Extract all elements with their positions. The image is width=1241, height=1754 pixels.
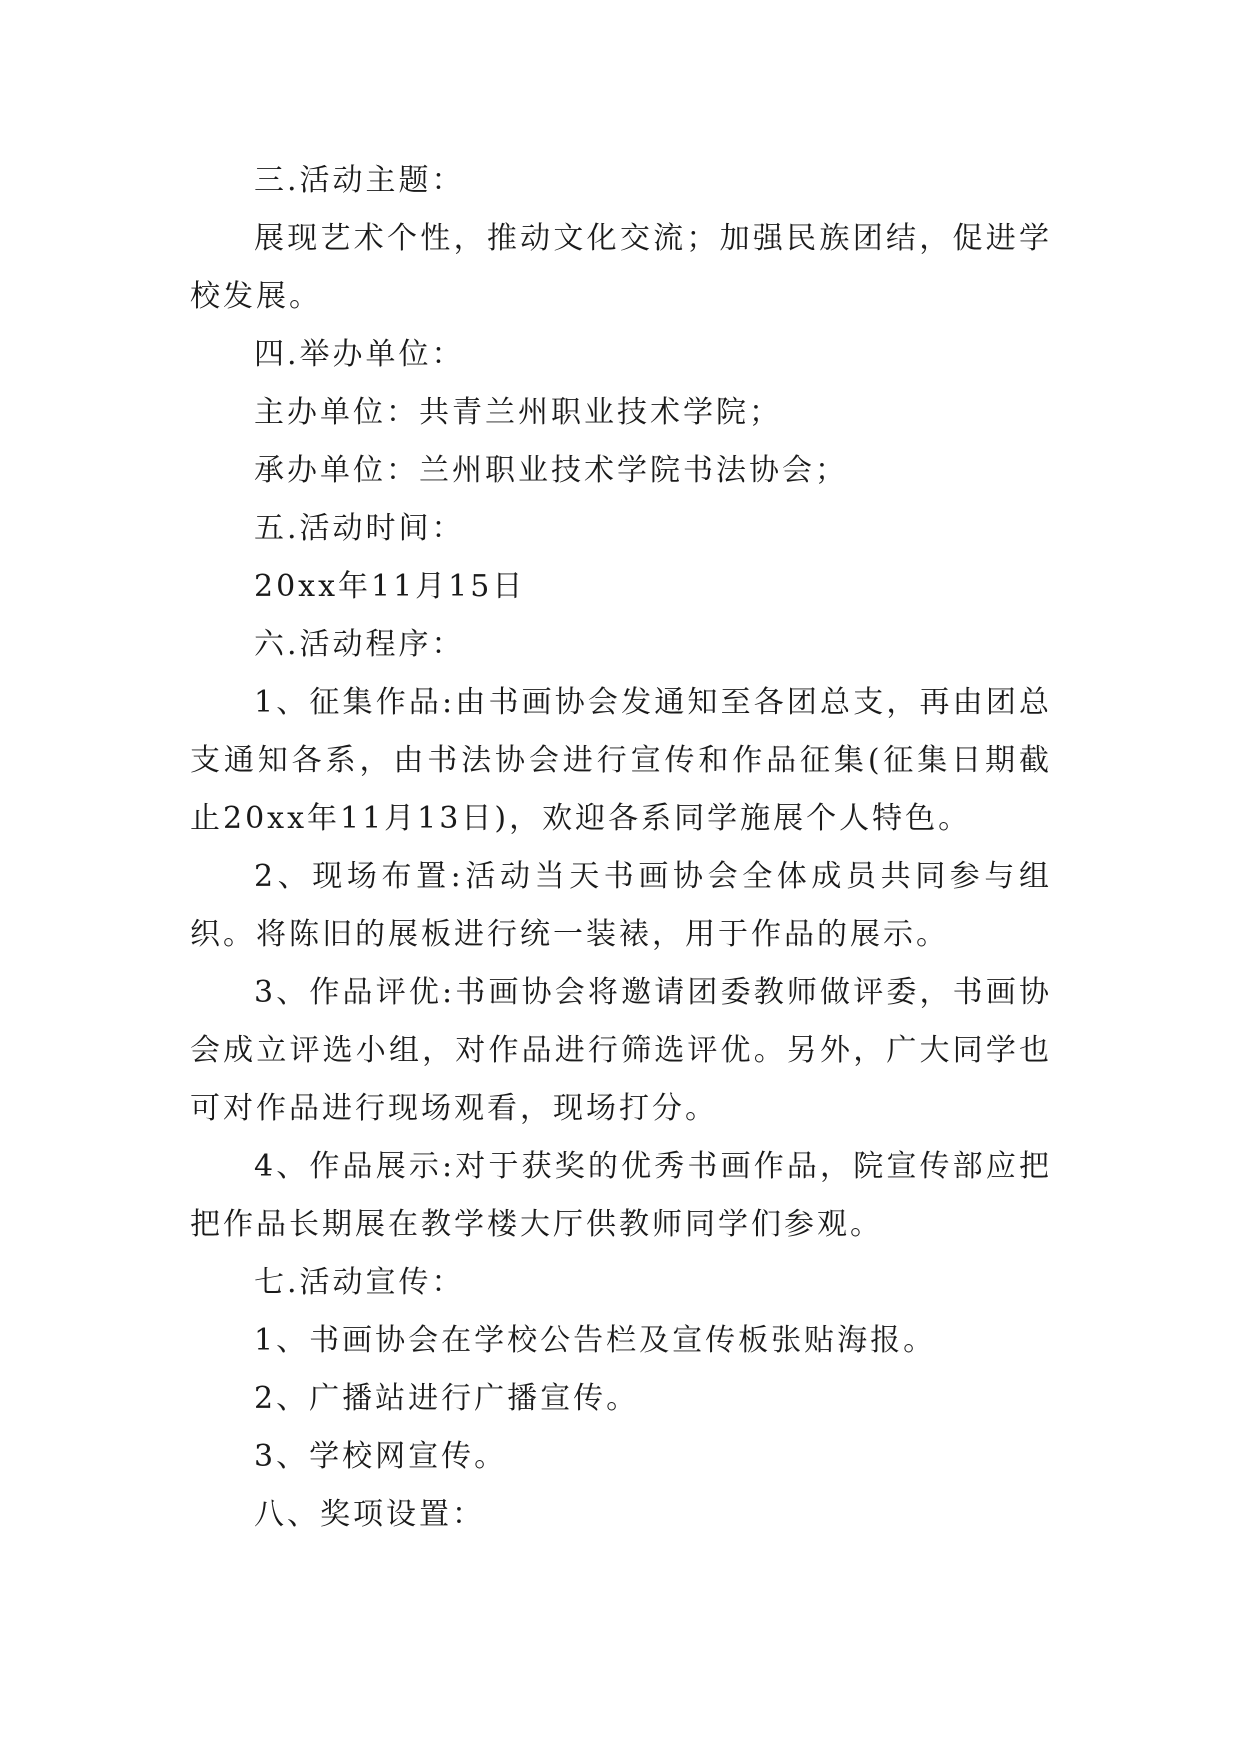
event-date: 20xx年11月15日 <box>254 569 526 604</box>
procedure-step-1: 1、征集作品:由书画协会发通知至各团总支，再由团总支通知各系，由书法协会进行宣传和作品征集(征集日期截止20xx年11月13日)，欢迎各系同学施展个人特色。 <box>190 685 1052 836</box>
host-unit: 主办单位：共青兰州职业技术学院； <box>254 395 782 430</box>
organizer-unit: 承办单位：兰州职业技术学院书法协会； <box>254 453 848 488</box>
procedure-step-4: 4、作品展示:对于获奖的优秀书画作品，院宣传部应把把作品长期展在教学楼大厅供教师同学们参观。 <box>190 1149 1052 1242</box>
section-heading-theme: 三.活动主题： <box>254 163 465 198</box>
procedure-step-3: 3、作品评优:书画协会将邀请团委教师做评委，书画协会成立评选小组，对作品进行筛选评优。另外，广大同学也可对作品进行现场观看，现场打分。 <box>190 975 1052 1126</box>
section-heading-awards: 八、奖项设置： <box>254 1497 485 1532</box>
procedure-step-2: 2、现场布置:活动当天书画协会全体成员共同参与组织。将陈旧的展板进行统一装裱，用于作品的展示。 <box>190 859 1052 952</box>
publicity-item-3: 3、学校网宣传。 <box>254 1439 508 1474</box>
theme-text: 展现艺术个性，推动文化交流；加强民族团结，促进学校发展。 <box>190 221 1052 314</box>
section-heading-publicity: 七.活动宣传： <box>254 1265 465 1300</box>
section-heading-procedure: 六.活动程序： <box>254 627 465 662</box>
publicity-item-1: 1、书画协会在学校公告栏及宣传板张贴海报。 <box>254 1323 937 1358</box>
section-heading-organizers: 四.举办单位： <box>254 337 465 372</box>
publicity-item-2: 2、广播站进行广播宣传。 <box>254 1381 640 1416</box>
document-body <box>190 152 1052 1544</box>
section-heading-time: 五.活动时间： <box>254 511 465 546</box>
